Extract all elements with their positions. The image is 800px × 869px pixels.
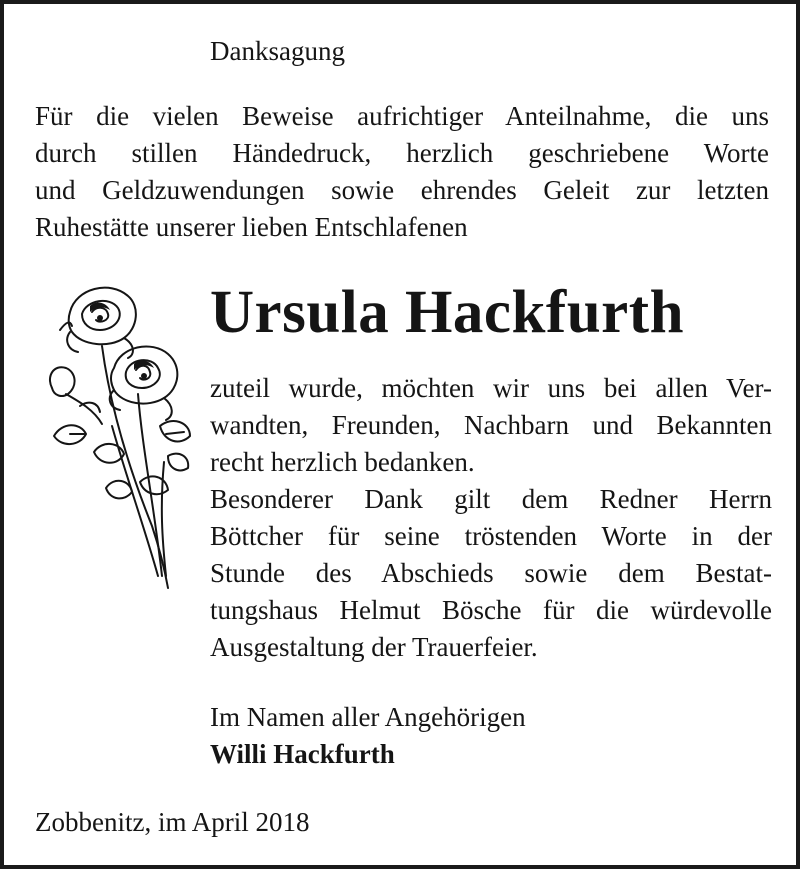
- body-line: zuteil wurde, möchten wir uns bei allen Ver-: [210, 373, 772, 403]
- body-line: recht herzlich bedanken.: [210, 447, 475, 477]
- body-line: Besonderer Dank gilt dem Redner Herrn: [210, 484, 772, 514]
- signature-name: Willi Hackfurth: [210, 739, 395, 769]
- thanks-paragraph: [210, 370, 772, 666]
- body-line: Stunde des Abschieds sowie dem Bestat-: [210, 558, 772, 588]
- intro-line: Für die vielen Beweise aufrichtiger Anteilnahme, die uns: [35, 101, 769, 131]
- signature-block: [210, 699, 526, 773]
- deceased-name: Ursula Hackfurth: [210, 279, 684, 346]
- roses-icon: [40, 276, 200, 594]
- notice-heading: Danksagung: [210, 36, 345, 66]
- body-line: Böttcher für seine tröstenden Worte in der: [210, 521, 772, 551]
- intro-line: durch stillen Händedruck, herzlich geschriebene Worte: [35, 138, 769, 168]
- place-date: Zobbenitz, im April 2018: [35, 807, 310, 837]
- body-line: Ausgestaltung der Trauerfeier.: [210, 632, 538, 662]
- body-line: tungshaus Helmut Bösche für die würdevolle: [210, 595, 772, 625]
- intro-paragraph: [35, 98, 769, 246]
- intro-line: Ruhestätte unserer lieben Entschlafenen: [35, 212, 468, 242]
- signature-intro: Im Namen aller Angehörigen: [210, 702, 526, 732]
- intro-line: und Geldzuwendungen sowie ehrendes Geleit zur letzten: [35, 175, 769, 205]
- body-line: wandten, Freunden, Nachbarn und Bekannten: [210, 410, 772, 440]
